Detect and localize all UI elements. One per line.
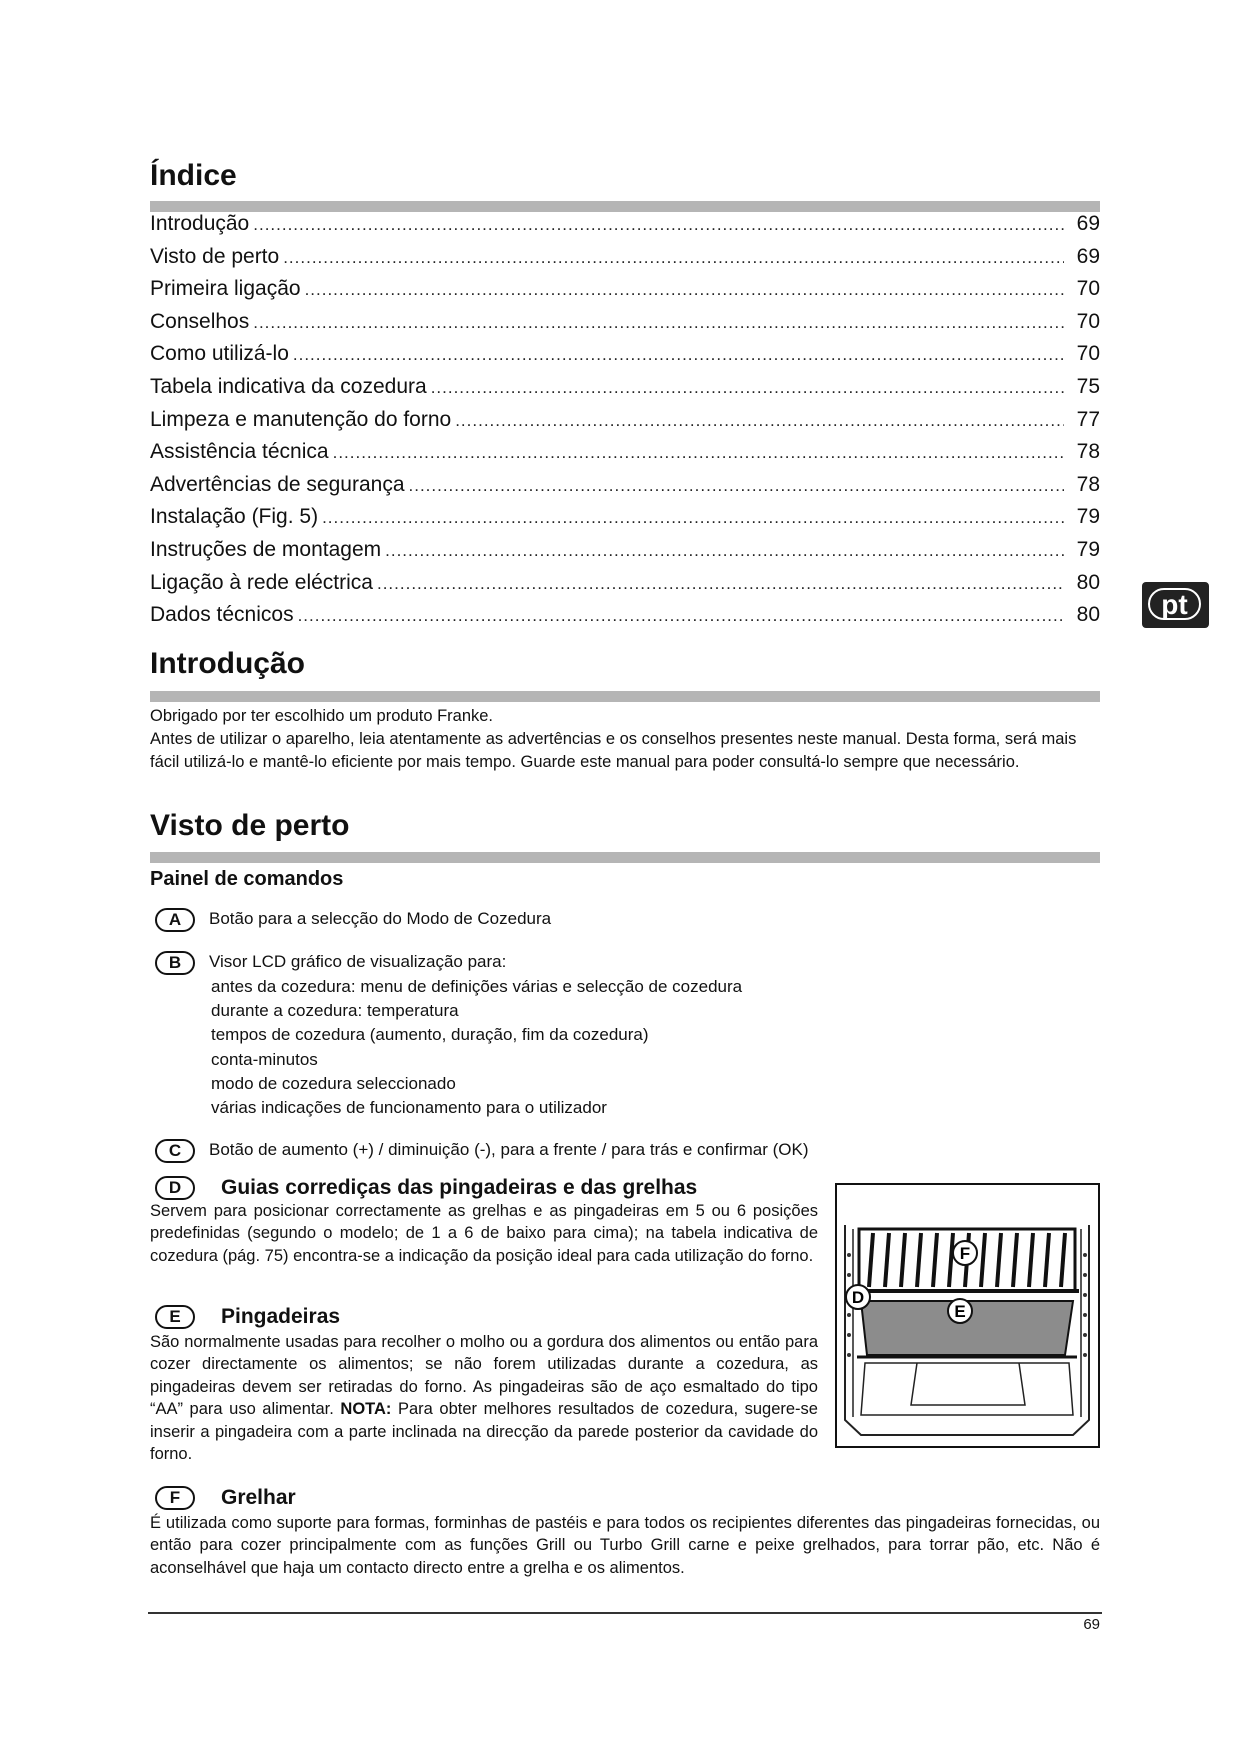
toc-page: 75 [1076, 374, 1100, 398]
figure-label-d: D [851, 1288, 865, 1307]
toc-entry [150, 538, 1100, 571]
toc-label: Introdução [150, 212, 250, 235]
toc-entry [150, 473, 1100, 506]
toc-entry [150, 408, 1100, 441]
toc-page: 80 [1076, 570, 1100, 594]
toc-leader [253, 215, 1064, 235]
toc-label: Primeira ligação [150, 277, 301, 301]
section-e-text-a: São normalmente usadas para recolher o molho ou a gordura dos alimentos ou então para cozer directamente os alimentos; se não forem utilizadas durante a cozedura, as pingadeiras devem ser retiradas do forno. As pingadeiras são de aço esmaltado do tipo “AA” para uso alimentar. [150, 1333, 818, 1419]
intro-rule [150, 691, 1100, 702]
oven-illustration [837, 1185, 1098, 1446]
toc-entry [150, 277, 1100, 310]
section-e-title: Pingadeiras [221, 1305, 341, 1328]
language-tab-label: pt [1148, 588, 1201, 620]
item-c-text: Botão de aumento (+) / diminuição (-), para a frente / para trás e confirmar (OK) [209, 1140, 809, 1159]
toc-label: Tabela indicativa da cozedura [150, 374, 427, 398]
section-d-title: Guias corrediças das pingadeiras e das grelhas [221, 1176, 698, 1199]
toc-leader [293, 345, 1064, 365]
section-e-text-b: Para obter melhores resultados de cozedura, sugere-se inserir a pingadeira com a parte inclinada na direcção da parede posterior da cavidade do forno. [150, 1400, 818, 1464]
toc-entry [150, 342, 1100, 375]
toc-page: 78 [1076, 472, 1100, 496]
toc-leader [322, 508, 1064, 528]
toc-page: 69 [1076, 212, 1100, 235]
toc-label: Ligação à rede eléctrica [150, 570, 373, 594]
item-a [155, 907, 551, 932]
index-title: Índice [150, 159, 237, 192]
index-rule [150, 201, 1100, 212]
item-b-line: modo de cozedura seleccionado [211, 1074, 456, 1093]
toc-page: 70 [1076, 342, 1100, 366]
item-b [155, 950, 506, 975]
toc-page: 69 [1076, 244, 1100, 268]
toc-label: Como utilizá-lo [150, 342, 289, 366]
toc-entry [150, 505, 1100, 538]
toc-entry [150, 375, 1100, 408]
badge-b: B [155, 951, 195, 975]
toc-label: Limpeza e manutenção do forno [150, 407, 452, 431]
badge-f: F [155, 1486, 195, 1510]
toc-leader [333, 443, 1064, 463]
intro-line-2: Antes de utilizar o aparelho, leia atentamente as advertências e os conselhos presentes neste manual. Desta forma, será mais fácil utilizá-lo e mantê-lo eficiente por mais tempo. Guarde este manual para poder consultá-lo sempre que necessário. [150, 730, 1077, 771]
toc-label: Assistência técnica [150, 440, 329, 464]
footer-rule [148, 1612, 1102, 1614]
toc-label: Instalação (Fig. 5) [150, 505, 319, 529]
toc-entry [150, 212, 1100, 245]
toc-label: Advertências de segurança [150, 472, 405, 496]
section-f-title: Grelhar [221, 1486, 296, 1509]
toc-page: 77 [1076, 407, 1100, 431]
section-e-text [150, 1331, 818, 1465]
item-b-line: tempos de cozedura (aumento, duração, fim da cozedura) [211, 1025, 649, 1044]
toc-entry [150, 245, 1100, 278]
panel-title: Painel de comandos [150, 868, 344, 890]
toc-page: 70 [1076, 277, 1100, 301]
badge-e: E [155, 1305, 195, 1329]
toc-page: 70 [1076, 309, 1100, 333]
toc-leader [455, 411, 1064, 431]
toc-label: Conselhos [150, 309, 250, 333]
intro-line-1: Obrigado por ter escolhido um produto Franke. [150, 707, 494, 725]
item-c [155, 1138, 809, 1163]
toc-entry [150, 603, 1100, 636]
toc-label: Instruções de montagem [150, 537, 382, 561]
toc-page: 79 [1076, 505, 1100, 529]
toc-leader [409, 476, 1065, 496]
item-b-line: antes da cozedura: menu de definições várias e selecção de cozedura [211, 977, 743, 996]
closeup-rule [150, 852, 1100, 863]
toc-leader [298, 606, 1064, 626]
toc-page: 79 [1076, 537, 1100, 561]
table-of-contents [150, 212, 1100, 636]
section-f-heading [155, 1486, 296, 1510]
item-b-line: conta-minutos [211, 1050, 318, 1069]
badge-c: C [155, 1139, 195, 1163]
toc-page: 80 [1076, 603, 1100, 627]
page-number: 69 [1083, 1616, 1100, 1633]
toc-label: Dados técnicos [150, 603, 294, 627]
language-tab [1142, 582, 1209, 628]
figure-label-f: F [959, 1244, 971, 1263]
intro-title: Introdução [150, 647, 305, 680]
figure-label-e: E [954, 1302, 966, 1321]
toc-entry [150, 310, 1100, 343]
toc-leader [253, 313, 1064, 333]
item-b-text: Visor LCD gráfico de visualização para: [209, 952, 507, 971]
toc-leader [305, 280, 1064, 300]
section-f-text: É utilizada como suporte para formas, forminhas de pastéis e para todos os recipientes diferentes das pingadeiras fornecidas, ou então para cozer principalmente com as funções Grill ou Turbo Grill carne e peixe grelhados, para torrar pão, etc. Não é aconselhável que haja um contacto directo entre a grelha e os alimentos. [150, 1514, 1100, 1577]
toc-leader [431, 378, 1064, 398]
item-a-text: Botão para a selecção do Modo de Cozedura [209, 909, 552, 928]
badge-d: D [155, 1176, 195, 1200]
item-b-line: várias indicações de funcionamento para o utilizador [211, 1098, 607, 1117]
section-e-heading [155, 1305, 340, 1329]
section-d-heading [155, 1176, 697, 1200]
closeup-title: Visto de perto [150, 809, 350, 842]
toc-leader [377, 574, 1064, 594]
toc-leader [283, 248, 1064, 268]
toc-leader [385, 541, 1064, 561]
badge-a: A [155, 908, 195, 932]
toc-entry [150, 440, 1100, 473]
toc-label: Visto de perto [150, 244, 280, 268]
item-b-line: durante a cozedura: temperatura [211, 1001, 459, 1020]
note-label: NOTA: [340, 1400, 392, 1419]
section-d-text: Servem para posicionar correctamente as grelhas e as pingadeiras em 5 ou 6 posições predefinidas (segundo o modelo; de 1 a 6 de baixo para cima); na tabela indicativa de cozedura (pág. 75) encontra-se a indicação da posição ideal para cada utilização do forno. [150, 1202, 818, 1265]
toc-page: 78 [1076, 440, 1100, 464]
toc-entry [150, 571, 1100, 604]
oven-figure [835, 1183, 1100, 1448]
